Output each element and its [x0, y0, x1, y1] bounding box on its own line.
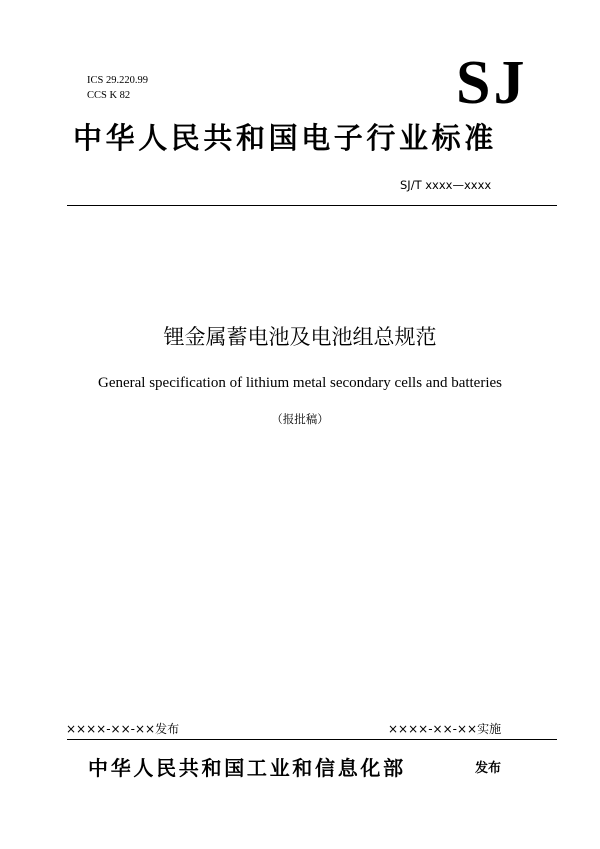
document-title-en: General specification of lithium metal secondary cells and batteries	[97, 375, 502, 391]
standard-title: 中华人民共和国电子行业标准	[73, 121, 497, 155]
ics-code: ICS 29.220.99	[87, 75, 148, 86]
standard-number: SJ/T xxxx—xxxx	[400, 178, 492, 192]
release-date: ××××-××-××发布	[66, 722, 180, 736]
sj-logo: SJ	[456, 49, 528, 117]
publisher-name: 中华人民共和国工业和信息化部	[88, 756, 406, 780]
footer-divider	[67, 739, 557, 740]
publish-label: 发布	[475, 761, 502, 776]
draft-status: （报批稿）	[271, 412, 329, 426]
implementation-date: ××××-××-××实施	[388, 722, 502, 736]
header-divider	[67, 205, 557, 206]
ccs-code: CCS K 82	[87, 90, 131, 101]
document-title-cn: 锂金属蓄电池及电池组总规范	[163, 325, 437, 349]
